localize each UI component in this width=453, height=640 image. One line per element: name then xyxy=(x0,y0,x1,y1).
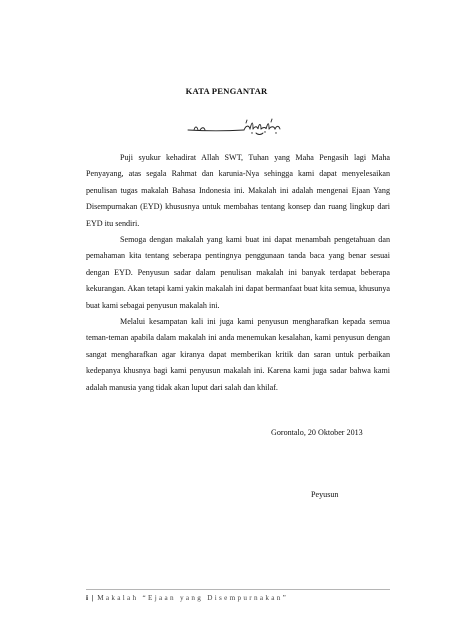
paragraph-1: Puji syukur kehadirat Allah SWT, Tuhan yang Maha Pengasih lagi Maha Penyayang, atas segala Rahmat dan karunia-Nya sehingga kami dapat menyelesaikan penulisan tugas makalah Bahasa Indonesia ini. Makalah ini adalah mengenai Ejaan Yang Disempurnakan (EYD) khususnya untuk membahas tentang konsep dan ruang lingkup dari EYD itu sendiri. xyxy=(86,153,390,228)
paragraph-2: Semoga dengan makalah yang kami buat ini dapat menambah pengetahuan dan pemahaman kita tentang seberapa pentingnya penggunaan tanda baca yang benar sesuai dengan EYD. Penyusun sadar dalam penulisan makalah ini banyak terdapat beberapa kekurangan. Akan tetapi kami yakin makalah ini dapat bermanfaat buat kita semua, khusunya buat kami sebagai penyusun makalah ini. xyxy=(86,235,390,310)
running-title: Makalah “Ejaan yang Disempurnakan” xyxy=(97,594,289,602)
footer-separator: | xyxy=(91,594,94,602)
basmalah-calligraphy-icon xyxy=(186,117,282,137)
paragraph-3: Melalui kesampatan kali ini juga kami penyusun mengharafkan kepada semua teman-teman apabila dalam makalah ini anda menemukan kesalahan, kami penyusun dengan sangat mengharafkan agar kiranya dapat memberikan kritik dan saran untuk perbaikan kedepanya khusnya bagi kami penyusun makalah ini. Karena kami juga sadar bahwa kami adalah manusia yang tidak akan luput dari salah dan khilaf. xyxy=(86,317,390,392)
page-heading: KATA PENGANTAR xyxy=(185,86,268,96)
place-date: Gorontalo, 20 Oktober 2013 xyxy=(271,428,363,437)
signer-name: Peyusun xyxy=(311,490,339,499)
body-text xyxy=(86,150,390,396)
page-number: i xyxy=(86,594,88,602)
page-footer xyxy=(86,589,390,602)
